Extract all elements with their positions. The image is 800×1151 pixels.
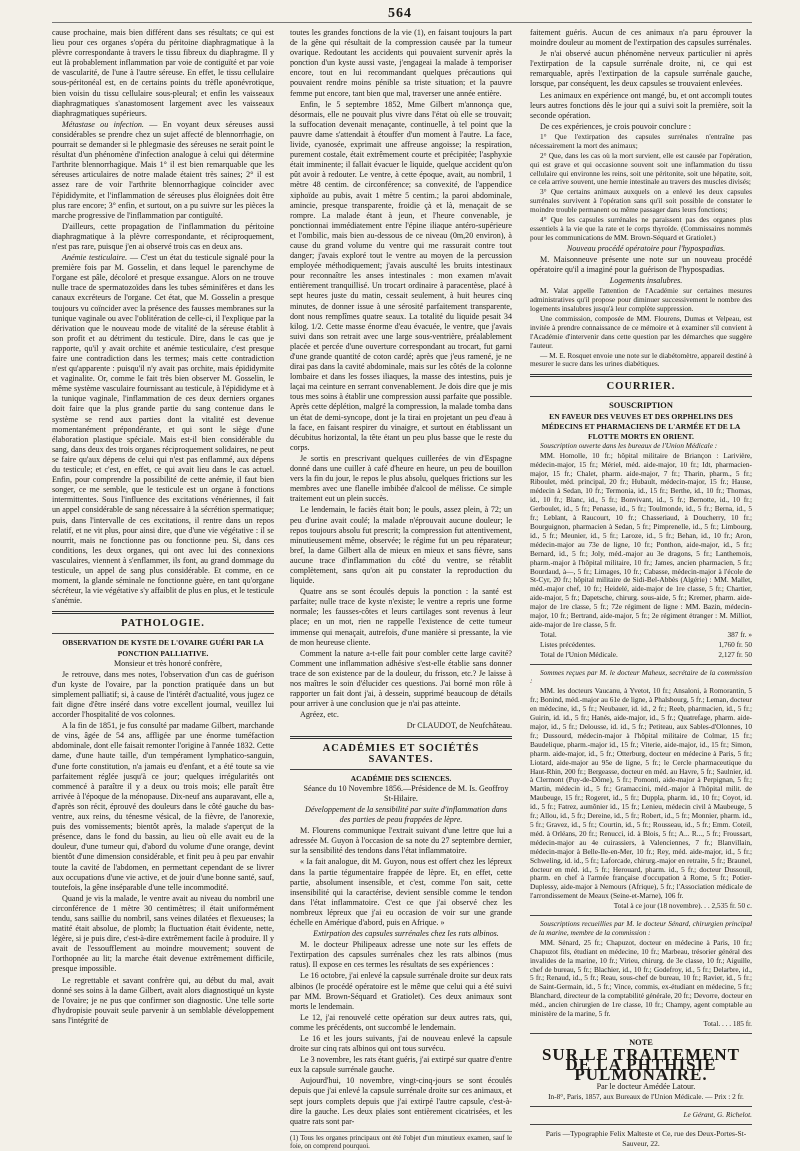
column-2 bbox=[290, 28, 512, 1151]
section-rule bbox=[530, 374, 752, 377]
paragraph: M. le docteur Philipeaux adresse une note sur les effets de l'extirpation des capsules surrénales chez les rats albinos (mus ratus). Il expose en ces termes les résultats de ses expériences : bbox=[290, 940, 512, 970]
section-rule bbox=[52, 611, 274, 614]
topic-heading: Développement de la sensibilité par suite d'inflammation dans des parties de peau frappées de lèpre. bbox=[304, 804, 508, 825]
article-title: OBSERVATION DE KYSTE DE L'OVAIRE GUÉRI PAR LA PONCTION PALLIATIVE. bbox=[62, 638, 264, 658]
list-intro: Sommes reçues par M. le docteur Maheux, secrétaire de la commission : bbox=[530, 667, 752, 686]
paragraph: toutes les grandes fonctions de la vie (1), en faisant toujours la part de la gêne qui résultait de la compression causée par la tumeur ovarique. Redoutant les accidents qui pouvaient survenir après la ponction d'un kyste aussi vaste, j'engageai la malade à temporiser encore, tout en lui recommandant quelques précautions qui pouvaient rendre moins pénible sa triste situation; et la pauvre femme put encore, tant bien que mal, traverser une année entière. bbox=[290, 28, 512, 98]
subscriber-list: MM. Sénard, 25 fr.; Chapuzot, docteur en médecine à Paris, 10 fr.; Chapuzot fils, étudiant en médecine, 10 fr.; Marbeau, trésorier général des invalides de la marine, 10 fr.; Virieu, chirurg. de 3e classe, 10 fr.; Aiguille, chef de bureau, 5 fr.; Blachier, id., 10 fr.; Godefroy, id., 5 fr.; Delarbre, id., 5 fr.; Renaud, id., 5 fr.; Reau, sous-chef de bureau, 10 fr.; Ravier, id., 5 fr.; de Saint-Germain, id., 5 fr.; Vince, commis, ex-étudiant en médecine, 5 fr.; Blanchard, directeur de la comptabilité générale, 20 fr.; Devorre, docteur en méd., ancien chirurgien de 1re classe, 10 fr.; Champy, agent comptable au ministère de la marine, 5 fr. bbox=[530, 937, 752, 1019]
total-line: Total à ce jour (18 novembre). . . 2,535 fr. 50 c. bbox=[613, 901, 752, 911]
paragraph: Je sortis en prescrivant quelques cuillerées de vin d'Espagne donné dans une cuiller à café d'heure en heure, un peu de bouillon vers la fin du jour, le repos le plus absolu, quelques frictions sur les membres avec une flanelle imbibée d'alcool de mélisse. Ce simple traitement eut un plein succès. bbox=[290, 453, 512, 504]
paragraph: Le 16 octobre, j'ai enlevé la capsule surrénale droite sur deux rats albinos (le procédé opératoire est le même que celui qui a été suivi par MM. Brown-Séquard et Gratiolet). Ces deux animaux sont morts le lendemain. bbox=[290, 971, 512, 1011]
paragraph-text: — C'est un état du testicule signalé pour la première fois par M. Gosselin, et dans lequel le parenchyme de l'organe est pâle, décoloré et presque exsangue. Alors on ne trouve nulle trace de spermatozoïdes dans les tubes séminifères et dans les canaux excréteurs de l'organe. Cet état, que M. Gosselin a presque toujours vu coïncider avec la présence des fausses membranes sur la tunique vaginale ou avec l'oblitération de celle-ci, il l'explique par la dérivation que le nouveau mode de vitalité de la séreuse établit à son profit et au détriment du testicule. Dire, dans le cas que je rapporte, qu'il y avait orchite et anémie testiculaire, c'est presque faire une contradiction dans les termes; mais cette contradiction n'est qu'apparente : puisqu'il n'y avait pas orchite, mais épididymite et vaginalite. Or, comme le fait très bien observer M. Gosselin, le même système vasculaire fournissant au testicule, à l'épididyme et à la tunique vaginale, l'inflammation de ces deux derniers organes doit faire que la plus grande partie du sang contenue dans le système se rend aux parties dont la vitalité est devenue momentanément prépondérante, et qui sont le siège d'une élaboration plastique spéciale. Mais est-il bien considérable du sang, dans deux des trois organes réciproquement solidaires, ne peut se faire qu'aux dépens de celui qui n'est pas enflammé, aux dépens du testicule; et c'est, en effet, ce qui avait lieu dans le cas actuel. Enfin, pour comprendre la possibilité de cette anémie, il faut bien songer, ce me semble, que le testicule est un organe à fonctions intermittentes. Sous l'influence des excitations vénériennes, il fait un appel considérable de sang nécessaire à la sécrétion spermatique; puis, dans l'intervalle de ces excitations, il rentre dans un repos relatif, et ne vit plus, pour ainsi dire, que d'une vie végétative : il se nourrit, mais ne fonctionne pas ou fonctionne peu. Si, dans ces conditions, les deux organes, qui ont avec lui des connexions vasculaires, viennent à s'enflammer, ils font, au grand dommage du testicule, un appel de sang plus considérable. Et comme, en ce moment, la glande séminale ne fonctionne guère, en tant qu'organe sécréteur, la vie végétative s'y affaiblit de plus en plus, et le testicule s'anémie. bbox=[52, 253, 275, 606]
total-line: Total. . . . 185 fr. bbox=[703, 1019, 752, 1028]
paragraph: Le 12, j'ai renouvelé cette opération sur deux autres rats, qui, comme les précédents, ont succombé le lendemain. bbox=[290, 1012, 512, 1032]
subheading: Métastase ou infection. bbox=[62, 119, 144, 129]
paragraph: Comment la nature a-t-elle fait pour combler cette large cavité? Comment une inflammation adhésive s'est-elle établie sans donner trace de son existence par de la douleur, du frisson, etc.? Je laisse à nos maîtres le soin d'élucider ces questions. J'ai borné mon rôle à rapporter un fait dont j'ai, à dessein, supprimé beaucoup de détails pour arriver à une conclusion que je n'ai pas atteinte. bbox=[290, 648, 512, 709]
rule bbox=[530, 915, 752, 916]
paragraph bbox=[52, 120, 274, 221]
footnote: (1) Tous les organes principaux ont été l'objet d'un minutieux examen, sauf le foie, on comprend pourquoi. bbox=[290, 1131, 512, 1151]
paragraph: Je retrouve, dans mes notes, l'observation d'un cas de guérison d'un kyste de l'ovaire, par la ponction pratiquée dans un but simplement palliatif; si, à cause de l'intérêt d'actualité, vous jugez ce fait digne d'être inséré dans votre excellent journal, veuillez lui accorder l'hospitalité de vos colonnes. bbox=[52, 669, 274, 720]
paragraph: Le lendemain, le faciès était bon; le pouls, assez plein, à 72; un peu d'urine avait coulé; la malade n'éprouvait aucune douleur; le repos toujours absolu fut prescrit; la compression fut attentivement, minutieusement même, observée; le régime fut un peu réparateur; bref, la dame Gilbert alla de mieux en mieux et sans fièvre, sans aucune trace d'inflammation du côté du ventre, se rétablit complètement, sans qu'on ait pu constater la reproduction du liquide. bbox=[290, 505, 512, 586]
total-line bbox=[530, 631, 752, 640]
section-heading: COURRIER. bbox=[606, 381, 676, 393]
paragraph: Enfin, le 5 septembre 1852, Mme Gilbert m'annonça que, désormais, elle ne pouvait plus vivre dans l'état où elle se trouvait; la suffocation devenait menaçante, continuelle, à tel point que la pauvre dame s'attendait à étouffer d'un moment à l'autre. La face, livide, cyanosée, exprimait une affreuse angoisse; la respiration, purement costale, était extrêmement courte et précipitée; l'asphyxie était imminente; il fallait évacuer le liquide, quelque accident qu'on pût avoir à redouter. Le ventre, à cette époque, avait, au nombril, 1 mètre 48 centim. de circonférence; sa convexité, de l'appendice xiphoïde au pubis, avait 1 mètre 5 centim.; la paroi abdominale, amincie, presque transparente, froidie çà et là, menaçait de se rompre. La malade étant à jeun, et l'heure convenable, je ponctionnai immédiatement entre l'épine iliaque antéro-supérieure et l'ombilic, mais bien au-dessous de ce niveau (0m,20 environ), à cause du grand volume du ventre qui me rassurait contre tout danger; j'avais exploré tout le ventre au moyen de la percussion employée méthodiquement; j'avais ausculté les bruits intestinaux pour reconnaître les anses intestinales : mon examen m'avait entièrement tranquillisé. Un trocart ordinaire à paracentèse, placé à sept heures juste du matin, cessait seulement, à huit heures cinq minutes, de donner issue à une sérosité parfaitement transparente, dont nous remplîmes quatre seaux. La totalité du liquide pesait 34 kilog. 1/2. Cette masse énorme d'eau évacuée, le ventre, que j'avais suivi dans son retrait avec une large sous-ventrière, préalablement placée et percée d'une ouverture correspondant au trocart, fut garni d'une grande quantité de coton cardé; après que j'eus ramené, je ne dirai pas dans la cavité abdominale, mais sur les côtés de la colonne lombaire et dans les fosses iliaques, la masse des intestins, puis je laçai ma ceinture en serrant convenablement. Je dois dire que je mis tous mes soins à établir une compression aussi parfaite que possible. Après cette déplétion, malgré la compression, la malade tomba dans un état de demi-syncope, dont je la tirai en projetant un peu d'eau à la face, en faisant respirer du vinaigre, et surtout en établissant un décubitus horizontal, la tête étant un peu plus basse que le reste du corps. bbox=[290, 99, 512, 452]
paragraph: Le 3 novembre, les rats étant guéris, j'ai extirpé sur quatre d'entre eux la capsule surrénale gauche. bbox=[290, 1055, 512, 1075]
session-line: Séance du 10 Novembre 1856.—Présidence de M. Is. Geoffroy St-Hilaire. bbox=[303, 783, 509, 803]
total-label: Total. bbox=[540, 629, 557, 639]
paragraph: 3° Que certains animaux auxquels on a enlevé les deux capsules surrénales survivent à l'opération sans qu'il soit possible de constater le moindre trouble permanent ou même passager dans leurs fonctions; bbox=[530, 187, 752, 215]
paragraph: 2° Que, dans les cas où la mort survient, elle est causée par l'opération, qui est grave et qui occasionne souvent soit une inflammation du tissu cellulaire qui environne les reins, soit une péritonite, soit une hépatite, soit, ce cela arrive souvent, une hernie intestinale au travers des muscles divisés; bbox=[530, 150, 752, 187]
rule bbox=[52, 633, 274, 634]
printer-imprint: Paris —Typographie Felix Malteste et Ce, rue des Deux-Portes-St-Sauveur, 22. bbox=[545, 1129, 747, 1149]
paragraph: De ces expériences, je crois pouvoir conclure : bbox=[540, 121, 692, 131]
total-line bbox=[530, 641, 752, 650]
signoff: Agréez, etc. bbox=[300, 710, 339, 720]
column-3 bbox=[530, 28, 752, 1149]
section-heading: ACADÉMIES ET SOCIÉTÉS SAVANTES. bbox=[322, 743, 480, 765]
subscriber-list: MM. Homolle, 10 fr.; hôpital militaire de Briançon : Larivière, médecin-major, 15 fr.; Mériel, méd. aide-major, 10 fr.; Idt, pharmacien-major, 15 fr.; Chalet, pharm. aide-major, 7 fr.; Tharin, pharm., 5 fr.; Riboulet, méd. principal, 20 fr.; Hubault, médecin-major, 15 fr.; Hause, médecin à Sedan, 10 fr.; Termonia, id., 15 fr.; Berthe, id., 10 fr.; Thomas, id., 10 fr.; Blanc, id., 5 fr.; Bonvivant, id., 5 fr.; Bernotte, id., 10 fr.; Gerboulet, id., 5 fr.; Penasse, id., 5 fr.; Toulmonde, id., 5 fr.; Berna, id., 5 fr.; Leblant, à Raucourt, 10 fr.; Chasseriaud, à Doucherry, 10 fr.; Bourguignon, pharmacien à Sedan, 5 fr.; Pimprenelle, id., 5 fr.; Limbourg, id., 5 fr.; Meunier, id., 5 fr.; Laroze, id., 5 fr.; Behan, id., 10 fr.; Aron, médecin-major au 73e de ligne, 10 fr.; Ponthon, aide-major, id., 5 fr.; Bernard, id., 5 fr.; Joly, méd.-major au 3e dragons, 5 fr.; Lanthemois, pharm.-major à l'hôpital militaire, 10 fr.; James, ancien pharmacien, 5 fr.; Bourdaud, à—, 5 fr.; Limages, 10 fr.; Cabasse, médecin-major à l'école de St-Cyr, 20 fr.; hôpital militaire de Sidi-Bel-Abbès (Algérie) : MM. Mallet, méd.-major chef, 10 fr.; Heidelé, aide-major de 1re classe, 5 fr.; Chartier, aide-major, 5 fr.; Dapetsche, chirurg. sous-aide, 5 fr.; Kremer, pharm. aide-major de 1re classe, 5 fr.; 72e régiment de ligne : MM. Bazin, médecin-major, 10 fr.; Bertrand, aide-major, 5 fr.; 2e régiment étranger : M. Milliot, aide-major de 1re classe, 5 fr. bbox=[530, 450, 752, 629]
subsection-heading: ACADÉMIE DES SCIENCES. bbox=[350, 773, 452, 783]
paragraph: A la fin de 1851, je fus consulté par madame Gilbert, marchande de vins, âgée de 54 ans, affligée par une énorme tuméfaction abdominale, dont elle faisait remonter l'origine à l'année 1832. Cette dame, d'une haute taille, d'un tempérament lymphatico-sanguin, d'une forte constitution, n'a jamais eu d'enfant, et a été toute sa vie parfaitement réglée jusqu'à ce jour; quelques irrégularités ont commencé à paraître il y a deux ou trois mois; elle paraît être arrivée à l'époque de la ménopause. Dix-neuf ans auparavant, elle a, d'après son récit, éprouvé des douleurs dans le côté gauche du bas-ventre, aux reins, du ténesme vésical, de la fièvre, de l'anorexie, puis des vomissements; bientôt après, la malade s'aperçut de la présence, dans le fond du bassin, au lieu où elle avait eu de la douleur, d'une tumeur qui, d'abord du volume d'une orange, devint bientôt d'une dimension considérable, et finit peu à peu par envahir toute la cavité de l'abdomen, en permettant cependant de se livrer aux occupations d'une vie active, et de jouir d'une bonne santé, sauf, toutefois, la gêne inséparable d'une telle incommodité. bbox=[52, 721, 274, 892]
paragraph: M. Valat appelle l'attention de l'Académie sur certaines mesures administratives qu'il propose pour diminuer successivement le nombre des logements insalubres jusqu'à leur complète suppression. bbox=[530, 286, 752, 313]
paragraph: « Ia fait analogue, dit M. Guyon, nous est offert chez les lépreux dans la partie tégumentaire frappée de lèpre. Et, en effet, cette partie, absolument insensible, et c'est, comme l'on sait, cette insensibilité qui la caractérise, devient sensible comme le tendon dans l'état inflammatoire. C'est ce que j'ai observé chez les nombreux lépreux que j'ai eu occasion de voir sur une grande échelle en Amérique d'abord, puis en Afrique. » bbox=[290, 857, 512, 927]
paragraph: Une commission, composée de MM. Flourens, Dumas et Velpeau, est invitée à prendre connaissance de ce mémoire et à examiner s'il convient à l'Académie d'intervenir dans cette question par les démarches que suggère l'auteur. bbox=[530, 313, 752, 350]
list-intro: Souscriptions recueillies par M. le docteur Sénard, chirurgien principal de la marine, membre de la commission : bbox=[530, 919, 752, 937]
total-value: 1,760 fr. 50 bbox=[718, 639, 752, 649]
subscriber-list: MM. les docteurs Vaucanu, à Yvetot, 10 fr.; Ansaloni, à Romorantin, 5 fr.; Bonind, méd.-major au 61e de ligne, à Phalsbourg, 5 fr.; Leman, docteur en médecine, id., 5 fr.; Neubauer, id. id., 2 fr.; Reeb, pharmacien, id., 5 fr.; Guirin, id. id., 5 fr.; Hanés, aide-major, id., 5 fr.; Quatrefage, pharm. aide-major, id., 5 fr.; Delousse, id. id., 5 fr.; Petiteau, aux Sables-d'Olonnes, 10 fr.; Dussourd, médecin-major à l'hôpital militaire de Colmar, 15 fr.; Baudelique, pharm.-major id., 15 fr.; Viterie, aide-major, id., 15 fr.; Simon, pharm. aide-major, id., 5 fr.; Otterburg, docteur en médecine à Paris, 5 fr.; Liotard, aide-major au 95e de ligne, 5 fr.; le Cercle pharmaceutique du Haut-Rhin, 200 fr.; Bergeasse, docteur en méd. au Havre, 5 fr.; Saulnier, id. à Clermont (Puy-de-Dôme), 5 fr.; Pomonti, aide-major à Perpignan, 5 fr.; Martin, médecin id., 5 fr.; Gramaccini, méd.-major à l'hôpital milit. de Maubeuge, 15 fr.; Rogeret, id., 5 fr.; Duppla, pharm. id., 10 fr.; Coyot, id. id., 5 fr.; Fatrez, aumônier id., 15 fr.; Lenieu, médecin civil à Maubeuge, 5 fr.; Allou, id., 5 fr.; Dereine, id., 5 fr.; Robert, id., 5 fr.; Monnier, pharm. id., 5 fr.; Gravez, id., 5 fr.; Courtin, id., 5 fr.; Rousseau, id., 5 fr.; Emm. Coteil, méd. à Orléans, 20 fr.; Renucci, id. à Blois, 5 fr.; A... R..., 5 fr.; Froussart, médecin-major au 4e cuirassiers, à Valenciennes, 7 fr.; Blanvillain, médecin-major à Belle-Ile-en-Mer, 10 fr.; Rey, méd. aide-major, id., 5 fr.; Schweling, id. id., 5 fr.; Laforcade, chirurg.-major en retraite, 5 fr.; Braunel, docteur en méd. id., 5 fr.; Herouard, pharm. id., 5 fr.; docteur Dussouil, pharm. en chef à l'armée française d'occupation à Rome, 5 fr.; Potier-Duplessy, aide-major à Nemours (Afrique), 5 fr.; l'Association médicale de l'arrondissement de Meaux (Seine-et-Marne), 106 fr. bbox=[530, 686, 752, 901]
rule bbox=[530, 664, 752, 665]
section-heading: PATHOLOGIE. bbox=[121, 618, 205, 630]
paragraph: 1° Que l'extirpation des capsules surrénales n'entraîne pas nécessairement la mort des animaux; bbox=[530, 131, 752, 150]
rule bbox=[530, 1124, 752, 1125]
gerant-line: Le Gérant, G. Richelot. bbox=[683, 1110, 752, 1120]
paragraph: Je n'ai observé aucun phénomène nerveux particulier ni après l'extirpation de la capsule surrénale droite, ni, ce qui est remarquable, après l'extirpation de la capsule surrénale gauche, lorsque, par conséquent, les deux capsules se trouvaient enlevées. bbox=[530, 49, 752, 89]
notice-publication: In-8°, Paris, 1857, aux Bureaux de l'Union Médicale. — Prix : 2 fr. bbox=[548, 1092, 744, 1102]
subheading: Anémie testiculaire. bbox=[62, 253, 128, 263]
total-value: 2,127 fr. 50 bbox=[718, 649, 752, 659]
total-value: 387 fr. » bbox=[727, 629, 752, 639]
paragraph: D'ailleurs, cette propagation de l'inflammation du péritoine diaphragmatique à la plèvre correspondante, et réciproquement, n'est pas rare, puisque j'en ai observé trois cas en deux ans. bbox=[52, 221, 274, 251]
notice-label: NOTE bbox=[629, 1037, 653, 1047]
paragraph-text: — En voyant deux séreuses aussi considérables se prendre chez un sujet affecté de blennorrhagie, on pourrait se demander si le phlegmasie des séreuses ne serait point le résultat d'un phénomène d'infection analogue à celui qui détermine l'arthrite blennorrhagique. Mais 1° il est bien remarquable que les séreuses articulaires de notre malade étaient très saines; 2° il est assez rare de voir l'arthrite blennorrhagique coïncider avec l'épididymite, et l'inflammation de séreuses plus éloignées doit être plus rare encore; 3° enfin, et surtout, on a pu suivre sur les pièces la marche progressive de l'inflammation par contiguïté. bbox=[52, 119, 274, 220]
rule bbox=[530, 1106, 752, 1107]
paragraph: Les animaux en expérience ont mangé, bu, et ont accompli toutes leurs autres fonctions dès le jour qui a suivi soit la première, soit la seconde opération. bbox=[530, 90, 752, 120]
paragraph: Quatre ans se sont écoulés depuis la ponction : la santé est parfaite; nulle trace de kyste n'existe; le ventre a repris une forme normale; les fausses-côtes et leurs cartilages sont revenus à leur place; en un mot, rien ne rappelle l'existence de cette tumeur immense qui menaçait, autrefois, d'une manière si pressante, la vie de mon heureuse cliente. bbox=[290, 587, 512, 647]
column-1 bbox=[52, 28, 274, 1088]
paragraph: — M. E. Rosquet envoie une note sur le diabétomètre, appareil destiné à mesurer le sucre dans les urines diabétiques. bbox=[530, 350, 752, 369]
salutation: Monsieur et très honoré confrère, bbox=[113, 658, 223, 668]
page-number: 564 bbox=[388, 6, 412, 21]
paragraph: Le 16 et les jours suivants, j'ai de nouveau enlevé la capsule droite sur cinq rats albinos qui ont tous survécu. bbox=[290, 1034, 512, 1054]
paragraph: M. Maisonneuve présente une note sur un nouveau procédé opératoire qu'il a imaginé pour la guérison de l'hypospadias. bbox=[530, 254, 752, 274]
total-label: Listes précédentes. bbox=[540, 639, 596, 649]
notice-title: SUR LE TRAITEMENT DE LA PHTHISIE PULMONAIRE. bbox=[541, 1045, 741, 1085]
topic-heading: Extirpation des capsules surrénales chez les rats albinos. bbox=[313, 929, 499, 939]
list-intro: Souscription ouverte dans les bureaux de l'Union Médicale : bbox=[540, 440, 718, 450]
rule bbox=[530, 1033, 752, 1034]
paragraph: Le regrettable et savant confrère qui, au début du mal, avait donné ses soins à la dame Gilbert, avait alors diagnostiqué un kyste de l'ovaire; je ne pus que confirmer son diagnostic. Une telle sorte d'hydropisie pouvait seule parvenir à un semblable développement sans l'intégrité de bbox=[52, 975, 274, 1025]
rule bbox=[530, 396, 752, 397]
subsection-subtitle: EN FAVEUR DES VEUVES ET DES ORPHELINS DES MÉDECINS ET PHARMACIENS DE L'ARMÉE ET DE LA FLOTTE MORTS EN ORIENT. bbox=[541, 411, 741, 441]
paragraph: cause prochaine, mais bien différent dans ses résultats; ce qui est lieu pour ces organes s'opéra du péritoine diaphragmatique à la plèvre correspondante à travers le tissu fibreux du diaphragme. Il y eut là probablement inflammation par voie de contiguïté et par voie de vascularité, de l'une à l'autre séreuse. En effet, le tissu cellulaire sous-péritonéal est, en de certains points du trèfle aponévrotique, bien voisin du tissu cellulaire sous-pleural; et enfin les vaisseaux diaphragmatiques s'anastomosent largement avec les vaisseaux diaphragmatiques supérieurs. bbox=[52, 28, 274, 118]
notice-author: Par le docteur Amédée Latour. bbox=[596, 1082, 696, 1092]
paragraph: Aujourd'hui, 10 novembre, vingt-cinq-jours se sont écoulés depuis que j'ai enlevé la capsule surrénale droite sur ces animaux, et sept jours complets depuis que j'ai extirpé l'autre capsule, c'est-à-dire la gauche. Les deux plaies sont entièrement cicatrisées, et les quatre rats sont par- bbox=[290, 1076, 512, 1126]
paragraph: faitement guéris. Aucun de ces animaux n'a paru éprouver la moindre douleur au moment de l'extirpation des capsules surrénales. bbox=[530, 28, 752, 48]
rule bbox=[290, 769, 512, 770]
paragraph: Quand je vis la malade, le ventre avait au niveau du nombril une circonférence de 1 mètre 30 centimètres; il était uniformément tendu, sans saillie du nombril, sans veines dilatées et flexueuses; la matité était absolue, de plomb; la fluctuation était évidente, nette, légère, si je puis dire, c'est-à-dire extrêmement facile à produire. Il y avait de l'essoufflement au moindre mouvement; souvent de l'orthopnée au lit; la marche était devenue extrêmement difficile, presque impossible. bbox=[52, 893, 274, 974]
section-rule bbox=[290, 736, 512, 739]
header-rule bbox=[52, 22, 752, 23]
topic-heading: Nouveau procédé opératoire pour l'hypospadias. bbox=[566, 243, 726, 253]
total-line bbox=[530, 651, 752, 660]
topic-heading: Logements insalubres. bbox=[609, 276, 683, 286]
paragraph bbox=[52, 253, 274, 606]
total-label: Total de l'Union Médicale. bbox=[540, 649, 618, 659]
paragraph: 4° Que les capsules surrénales ne paraissent pas des organes plus essentiels à la vie que la rate et le corps thyroïde. (Commissaires nommés pour les communications de MM. Brown-Séquard et Gratiolet.) bbox=[530, 215, 752, 242]
subsection-heading: SOUSCRIPTION bbox=[609, 401, 673, 411]
paragraph: M. Flourens communique l'extrait suivant d'une lettre que lui a adressée M. Guyon à l'occasion de sa note du 27 septembre dernier, sur la sensibilité des tendons dans l'état inflammatoire. bbox=[290, 826, 512, 856]
signature: Dr CLAUDOT, de Neufchâteau. bbox=[406, 721, 512, 731]
